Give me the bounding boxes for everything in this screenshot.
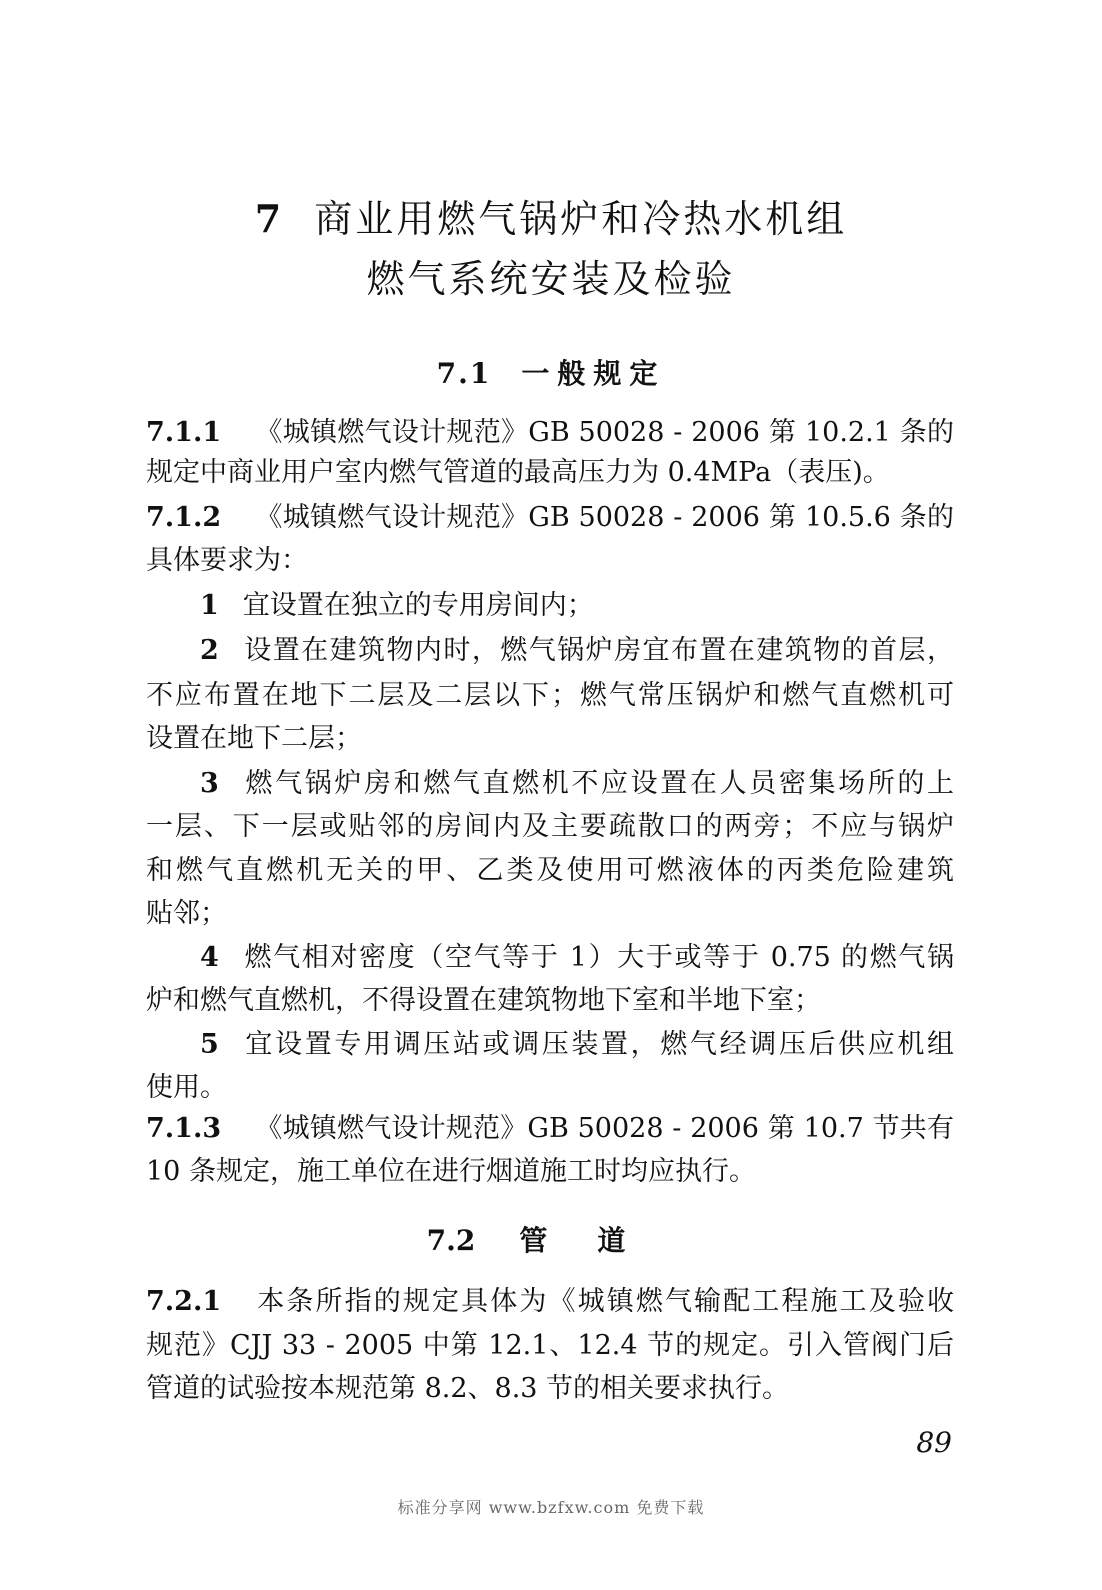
item-text: 燃气相对密度（空气等于 1）大于或等于 0.75 的燃气锅: [242, 942, 954, 973]
list-item: [200, 765, 954, 803]
clause-7-1-1: [146, 414, 954, 452]
clause-text: 规定中商业用户室内燃气管道的最高压力为 0.4MPa（表压)。: [146, 457, 890, 488]
chapter-title-line1: 商业用燃气锅炉和冷热水机组: [314, 197, 848, 241]
section-heading-7-1: [0, 352, 1102, 392]
item-text: 使用。: [146, 1072, 227, 1103]
clause-text: 10 条规定，施工单位在进行烟道施工时均应执行。: [146, 1156, 756, 1187]
clause-7-2-1: [146, 1283, 954, 1321]
item-number: 5: [200, 1029, 219, 1060]
chapter-title: [0, 188, 1102, 243]
item-text: 设置在建筑物内时，燃气锅炉房宜布置在建筑物的首层，: [242, 635, 954, 666]
clause-text: 具体要求为：: [146, 545, 308, 576]
clause-number: 7.1.2: [146, 502, 222, 533]
clause-text: 《城镇燃气设计规范》GB 50028 - 2006 第 10.2.1 条的: [255, 417, 954, 448]
item-number: 4: [200, 942, 219, 973]
section-heading-7-2: [0, 1219, 1102, 1259]
item-number: 1: [200, 590, 219, 621]
clause-text: 管道的试验按本规范第 8.2、8.3 节的相关要求执行。: [146, 1373, 790, 1404]
clause-number: 7.1.1: [146, 417, 222, 448]
item-text: 设置在地下二层；: [146, 723, 362, 754]
clause-text: 《城镇燃气设计规范》GB 50028 - 2006 第 10.5.6 条的: [255, 502, 954, 533]
clause-text: 《城镇燃气设计规范》GB 50028 - 2006 第 10.7 节共有: [255, 1113, 954, 1144]
item-text: 不应布置在地下二层及二层以下；燃气常压锅炉和燃气直燃机可: [146, 680, 954, 711]
item-text: 贴邻；: [146, 898, 227, 929]
item-number: 2: [200, 635, 219, 666]
chapter-title-line2: 燃气系统安装及检验: [366, 257, 736, 301]
clause-number: 7.1.3: [146, 1113, 222, 1144]
list-item: [200, 939, 954, 977]
item-text: 宜设置专用调压站或调压装置，燃气经调压后供应机组: [242, 1029, 954, 1060]
clause-7-1-2: [146, 499, 954, 537]
list-item: [200, 1026, 954, 1064]
clause-text: 本条所指的规定具体为《城镇燃气输配工程施工及验收: [255, 1286, 954, 1317]
item-text: 宜设置在独立的专用房间内；: [242, 590, 594, 621]
section-title: 一般规定: [521, 357, 666, 390]
section-number: 7.1: [436, 357, 492, 390]
list-item: [200, 632, 954, 670]
section-number: 7.2: [426, 1224, 476, 1257]
chapter-number: 7: [254, 196, 285, 241]
footer-watermark: 标准分享网 www.bzfxw.com 免费下载: [397, 1498, 705, 1517]
clause-7-1-3: [146, 1110, 954, 1148]
item-text: 和燃气直燃机无关的甲、乙类及使用可燃液体的丙类危险建筑: [146, 855, 954, 886]
item-text: 燃气锅炉房和燃气直燃机不应设置在人员密集场所的上: [242, 768, 954, 799]
item-text: 炉和燃气直燃机，不得设置在建筑物地下室和半地下室；: [146, 985, 821, 1016]
list-item: [200, 587, 954, 625]
item-number: 3: [200, 768, 219, 799]
item-text: 一层、下一层或贴邻的房间内及主要疏散口的两旁；不应与锅炉: [146, 811, 954, 842]
section-title: 管道: [519, 1224, 676, 1257]
page-number: 89: [916, 1426, 952, 1459]
clause-text: 规范》CJJ 33 - 2005 中第 12.1、12.4 节的规定。引入管阀门后: [146, 1330, 954, 1361]
clause-number: 7.2.1: [146, 1286, 222, 1317]
